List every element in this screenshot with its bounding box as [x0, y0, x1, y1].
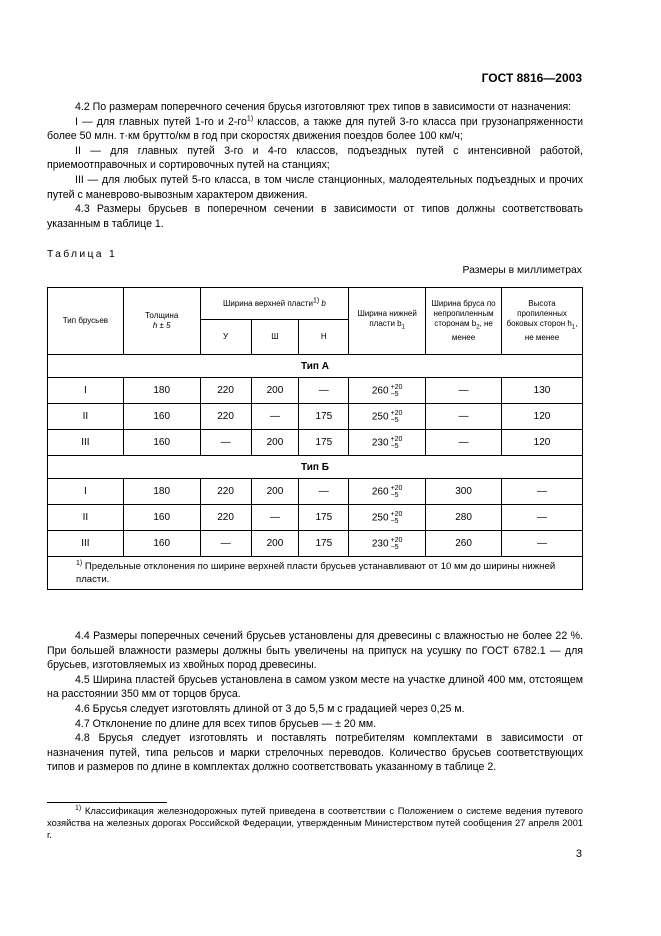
cell-sh: —	[251, 505, 299, 531]
cell-thickness: 160	[123, 404, 200, 430]
cell-height-sawn: —	[502, 531, 583, 557]
table-row	[48, 404, 583, 430]
cell-u: —	[200, 430, 251, 456]
cell-sh: 200	[251, 430, 299, 456]
page-number: 3	[575, 848, 582, 860]
body-section	[47, 629, 583, 775]
header-width-unsawn: Ширина бруса по непропиленным сторонам $b_2$, не менее	[426, 288, 502, 355]
document-header: ГОСТ 8816—2003	[481, 71, 582, 85]
cell-bottom-width: 230 +20 −5	[349, 531, 426, 557]
cell-u: 220	[200, 378, 251, 404]
cell-thickness: 160	[123, 430, 200, 456]
cell-type: I	[48, 479, 124, 505]
cell-height-sawn: —	[502, 479, 583, 505]
cell-n: —	[299, 479, 349, 505]
paragraph-4-8: 4.8 Брусья следует изготовлять и поставлять потребителям комплектами в зависимости от назначения путей, типа рельсов и марки стрелочных переводов. Количество брусьев соответствующих типов и размеров по длине в комплектах должно соответствовать указанному в таблице 2.	[47, 732, 583, 774]
cell-thickness: 180	[123, 378, 200, 404]
cell-width-unsawn: 280	[426, 505, 502, 531]
cell-sh: 200	[251, 378, 299, 404]
paragraph-4-7: 4.7 Отклонение по длине для всех типов брусьев — ± 20 мм.	[75, 717, 377, 730]
header-sub-u: У	[200, 320, 251, 355]
cell-sh: —	[251, 404, 299, 430]
cell-bottom-width: 250 +20 −5	[349, 404, 426, 430]
cell-height-sawn: 120	[502, 430, 583, 456]
cell-width-unsawn: —	[426, 404, 502, 430]
cell-u: 220	[200, 505, 251, 531]
cell-n: 175	[299, 505, 349, 531]
intro-section	[47, 100, 583, 231]
cell-bottom-width: 260 +20 −5	[349, 378, 426, 404]
type-i-text-tail: классов, а также для путей 3-го класса при грузонапряженности более 50 млн. т·км брутто/км в год при скоростях движения поездов более 100 км/ч;	[47, 115, 583, 143]
cell-u: 220	[200, 479, 251, 505]
cell-height-sawn: —	[502, 505, 583, 531]
paragraph-4-3: 4.3 Размеры брусьев в поперечном сечении в зависимости от типов должны соответствовать указанным в таблице 1.	[47, 203, 583, 230]
header-height-sawn: Высота пропиленных боковых сторон $h_1$, не менее	[502, 288, 583, 355]
table-row	[48, 430, 583, 456]
footnote-divider	[47, 802, 167, 803]
header-bottom-width: Ширина нижней пласти $b_1$	[349, 288, 426, 355]
cell-width-unsawn: —	[426, 378, 502, 404]
table-footnote: $^{1)}$ Предельные отклонения по ширине верхней пласти брусьев устанавливают от 10 мм до ширины нижней пласти.	[48, 557, 583, 590]
header-top-width: Ширина верхней пласти$^{1)}$ b	[200, 288, 349, 320]
header-thickness: Толщина h ± 5	[123, 288, 200, 355]
cell-u: —	[200, 531, 251, 557]
cell-n: 175	[299, 531, 349, 557]
table-row	[48, 531, 583, 557]
table-1	[47, 287, 583, 590]
cell-n: —	[299, 378, 349, 404]
cell-n: 175	[299, 430, 349, 456]
type-i-description	[47, 115, 583, 144]
cell-bottom-width: 230 +20 −5	[349, 430, 426, 456]
header-sub-sh: Ш	[251, 320, 299, 355]
cell-thickness: 160	[123, 505, 200, 531]
paragraph-4-5: 4.5 Ширина пластей брусьев установлена в самом узком месте на участке длиной 400 мм, отстоящем на расстоянии 350 мм от торцов бруса.	[47, 673, 583, 701]
type-i-text: I — для главных путей 1-го и 2-го	[75, 115, 247, 128]
cell-sh: 200	[251, 479, 299, 505]
cell-type: III	[48, 430, 124, 456]
cell-type: I	[48, 378, 124, 404]
table-caption: Таблица 1	[47, 249, 118, 260]
cell-u: 220	[200, 404, 251, 430]
cell-height-sawn: 130	[502, 378, 583, 404]
table-row	[48, 505, 583, 531]
cell-width-unsawn: 260	[426, 531, 502, 557]
type-iii-description: III — для любых путей 5-го класса, в том числе станционных, малодеятельных подъездных и прочих путей с маневрово-вывозным характером движения.	[47, 173, 583, 201]
cell-type: II	[48, 505, 124, 531]
cell-bottom-width: 260 +20 −5	[349, 479, 426, 505]
header-type: Тип брусьев	[48, 288, 124, 355]
type-ii-description: II — для главных путей 3-го и 4-го классов, подъездных путей с интенсивной работой, приемоотправочных и сортировочных путей на станциях;	[47, 144, 583, 172]
header-sub-n: Н	[299, 320, 349, 355]
section-title-a: Тип А	[48, 355, 583, 378]
table-row	[48, 378, 583, 404]
table-units: Размеры в миллиметрах	[462, 265, 582, 276]
cell-type: III	[48, 531, 124, 557]
paragraph-4-6: 4.6 Брусья следует изготовлять длиной от 3 до 5,5 м с градацией через 0,25 м.	[75, 702, 465, 715]
cell-bottom-width: 250 +20 −5	[349, 505, 426, 531]
cell-n: 175	[299, 404, 349, 430]
cell-thickness: 180	[123, 479, 200, 505]
cell-thickness: 160	[123, 531, 200, 557]
cell-width-unsawn: —	[426, 430, 502, 456]
cell-height-sawn: 120	[502, 404, 583, 430]
footnote-ref: 1)	[246, 115, 254, 123]
paragraph-4-4: 4.4 Размеры поперечных сечений брусьев установлены для древесины с влажностью не более 22 %. При большей влажности размеры должны быть увеличены на припуск на усушку по ГОСТ 6782.1 — для брусьев, изготовляемых из хвойных пород древесины.	[47, 630, 583, 672]
table-row	[48, 479, 583, 505]
cell-sh: 200	[251, 531, 299, 557]
page-footnote: $^{1)}$ Классификация железнодорожных путей приведена в соответствии с Положением о системе ведения путевого хозяйства на железных дорогах Российской Федерации, утвержденным Министерством путей сообщения 27 апреля 2001 г.	[47, 804, 583, 841]
cell-width-unsawn: 300	[426, 479, 502, 505]
cell-type: II	[48, 404, 124, 430]
paragraph-4-2: 4.2 По размерам поперечного сечения брусья изготовляют трех типов в зависимости от назначения:	[75, 101, 572, 113]
section-title-b: Тип Б	[48, 456, 583, 479]
